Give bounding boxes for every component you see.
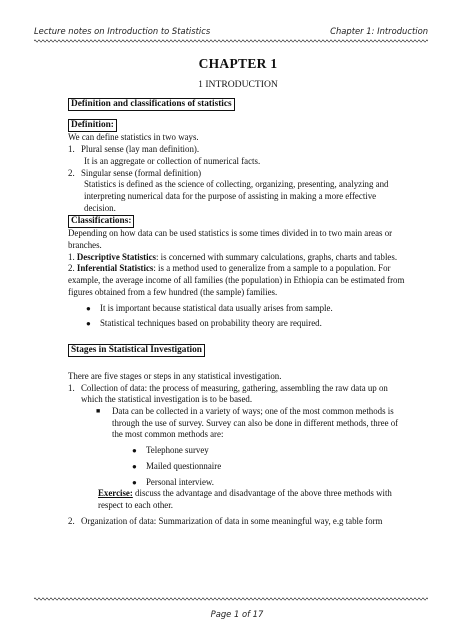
classifications-heading: Classifications: — [68, 215, 134, 228]
definition-item-2 — [68, 168, 408, 180]
footer-wavy-rule — [34, 596, 428, 601]
document-body — [68, 52, 408, 527]
stage-1-subitem — [96, 406, 408, 441]
bullet-icon: ● — [132, 461, 137, 471]
definition-item-2-desc: Statistics is defined as the science of collecting, organizing, presenting, analyzing and interpreting numerical data for the purpose of assisting in making a more effective decision. — [84, 179, 389, 213]
method-text: Personal interview. — [146, 476, 214, 487]
page-header — [34, 26, 428, 36]
method-text: Mailed questionnaire — [146, 460, 222, 471]
list-item — [132, 461, 408, 473]
definition-intro: We can define statistics in two ways. — [68, 132, 199, 143]
list-text: Plural sense (lay man definition). — [81, 144, 200, 155]
list-item — [132, 445, 408, 457]
bullet-text: Statistical techniques based on probability theory are required. — [100, 318, 322, 329]
list-text: Singular sense (formal definition) — [81, 167, 202, 178]
exercise-label: Exercise: — [98, 488, 133, 499]
bullet-icon: ● — [132, 446, 137, 456]
exercise-paragraph — [68, 488, 408, 511]
square-bullet-icon: ■ — [96, 407, 101, 416]
stages-intro: There are five stages or steps in any statistical investigation. — [68, 370, 282, 381]
definition-item-1 — [68, 144, 408, 156]
list-number: 2. — [68, 515, 75, 526]
bullet-icon: ● — [86, 303, 91, 313]
list-number: 1. — [68, 251, 75, 262]
definition-heading: Definition: — [68, 119, 117, 132]
stage-item-1 — [68, 383, 408, 406]
definition-item-1-desc: It is an aggregate or collection of numerical facts. — [84, 155, 261, 166]
list-text: Organization of data: Summarization of data in some meaningful way, e.g table form — [81, 515, 383, 526]
classifications-intro: Depending on how data can be used statistics is some times divided in to two main areas or branches. — [68, 228, 393, 251]
list-number: 1. — [68, 144, 75, 155]
method-text: Telephone survey — [146, 445, 209, 456]
stage-item-2 — [68, 516, 408, 528]
list-item — [86, 303, 408, 315]
bullet-icon: ● — [86, 319, 91, 329]
subitem-text: Data can be collected in a variety of ways; one of the most common methods is through the use of survey. Survey can also be done in different methods, three of the most common methods are: — [112, 406, 399, 440]
exercise-text: discuss the advantage and disadvantage of the above three methods with respect to each other. — [98, 488, 392, 510]
bullet-text: It is important because statistical data usually arises from sample. — [100, 302, 333, 313]
header-right-text: Chapter 1: Introduction — [330, 26, 428, 36]
list-number: 2. — [68, 167, 75, 178]
list-number: 1. — [68, 382, 75, 393]
header-wavy-rule — [34, 38, 428, 43]
section-heading-definition: Definition and classifications of statistics — [68, 98, 235, 111]
list-item — [86, 318, 408, 330]
inferential-statistics-item — [68, 263, 408, 298]
inferential-text: : is a method used to generalize from a sample to a population. For example, the average income of all families (the population) in Ethiopia can be estimated from figures obtained from a few hundred (the sample) families. — [68, 263, 405, 297]
descriptive-text: : is concerned with summary calculations, graphs, charts and tables. — [156, 251, 398, 262]
bullet-icon: ● — [132, 477, 137, 487]
section-heading-stages: Stages in Statistical Investigation — [68, 344, 205, 357]
list-number: 2. — [68, 263, 75, 274]
list-text: Collection of data: the process of measuring, gathering, assembling the raw data up on which the statistical investigation is to be based. — [81, 382, 388, 405]
page-footer: Page 1 of 17 — [210, 609, 264, 619]
chapter-subtitle: 1 INTRODUCTION — [198, 78, 278, 90]
list-item — [132, 477, 408, 489]
descriptive-term: Descriptive Statistics — [76, 251, 156, 262]
inferential-term: Inferential Statistics — [76, 263, 154, 274]
chapter-title: CHAPTER 1 — [198, 56, 278, 71]
descriptive-statistics-item — [68, 252, 408, 264]
header-left-text: Lecture notes on Introduction to Statistics — [34, 26, 211, 36]
